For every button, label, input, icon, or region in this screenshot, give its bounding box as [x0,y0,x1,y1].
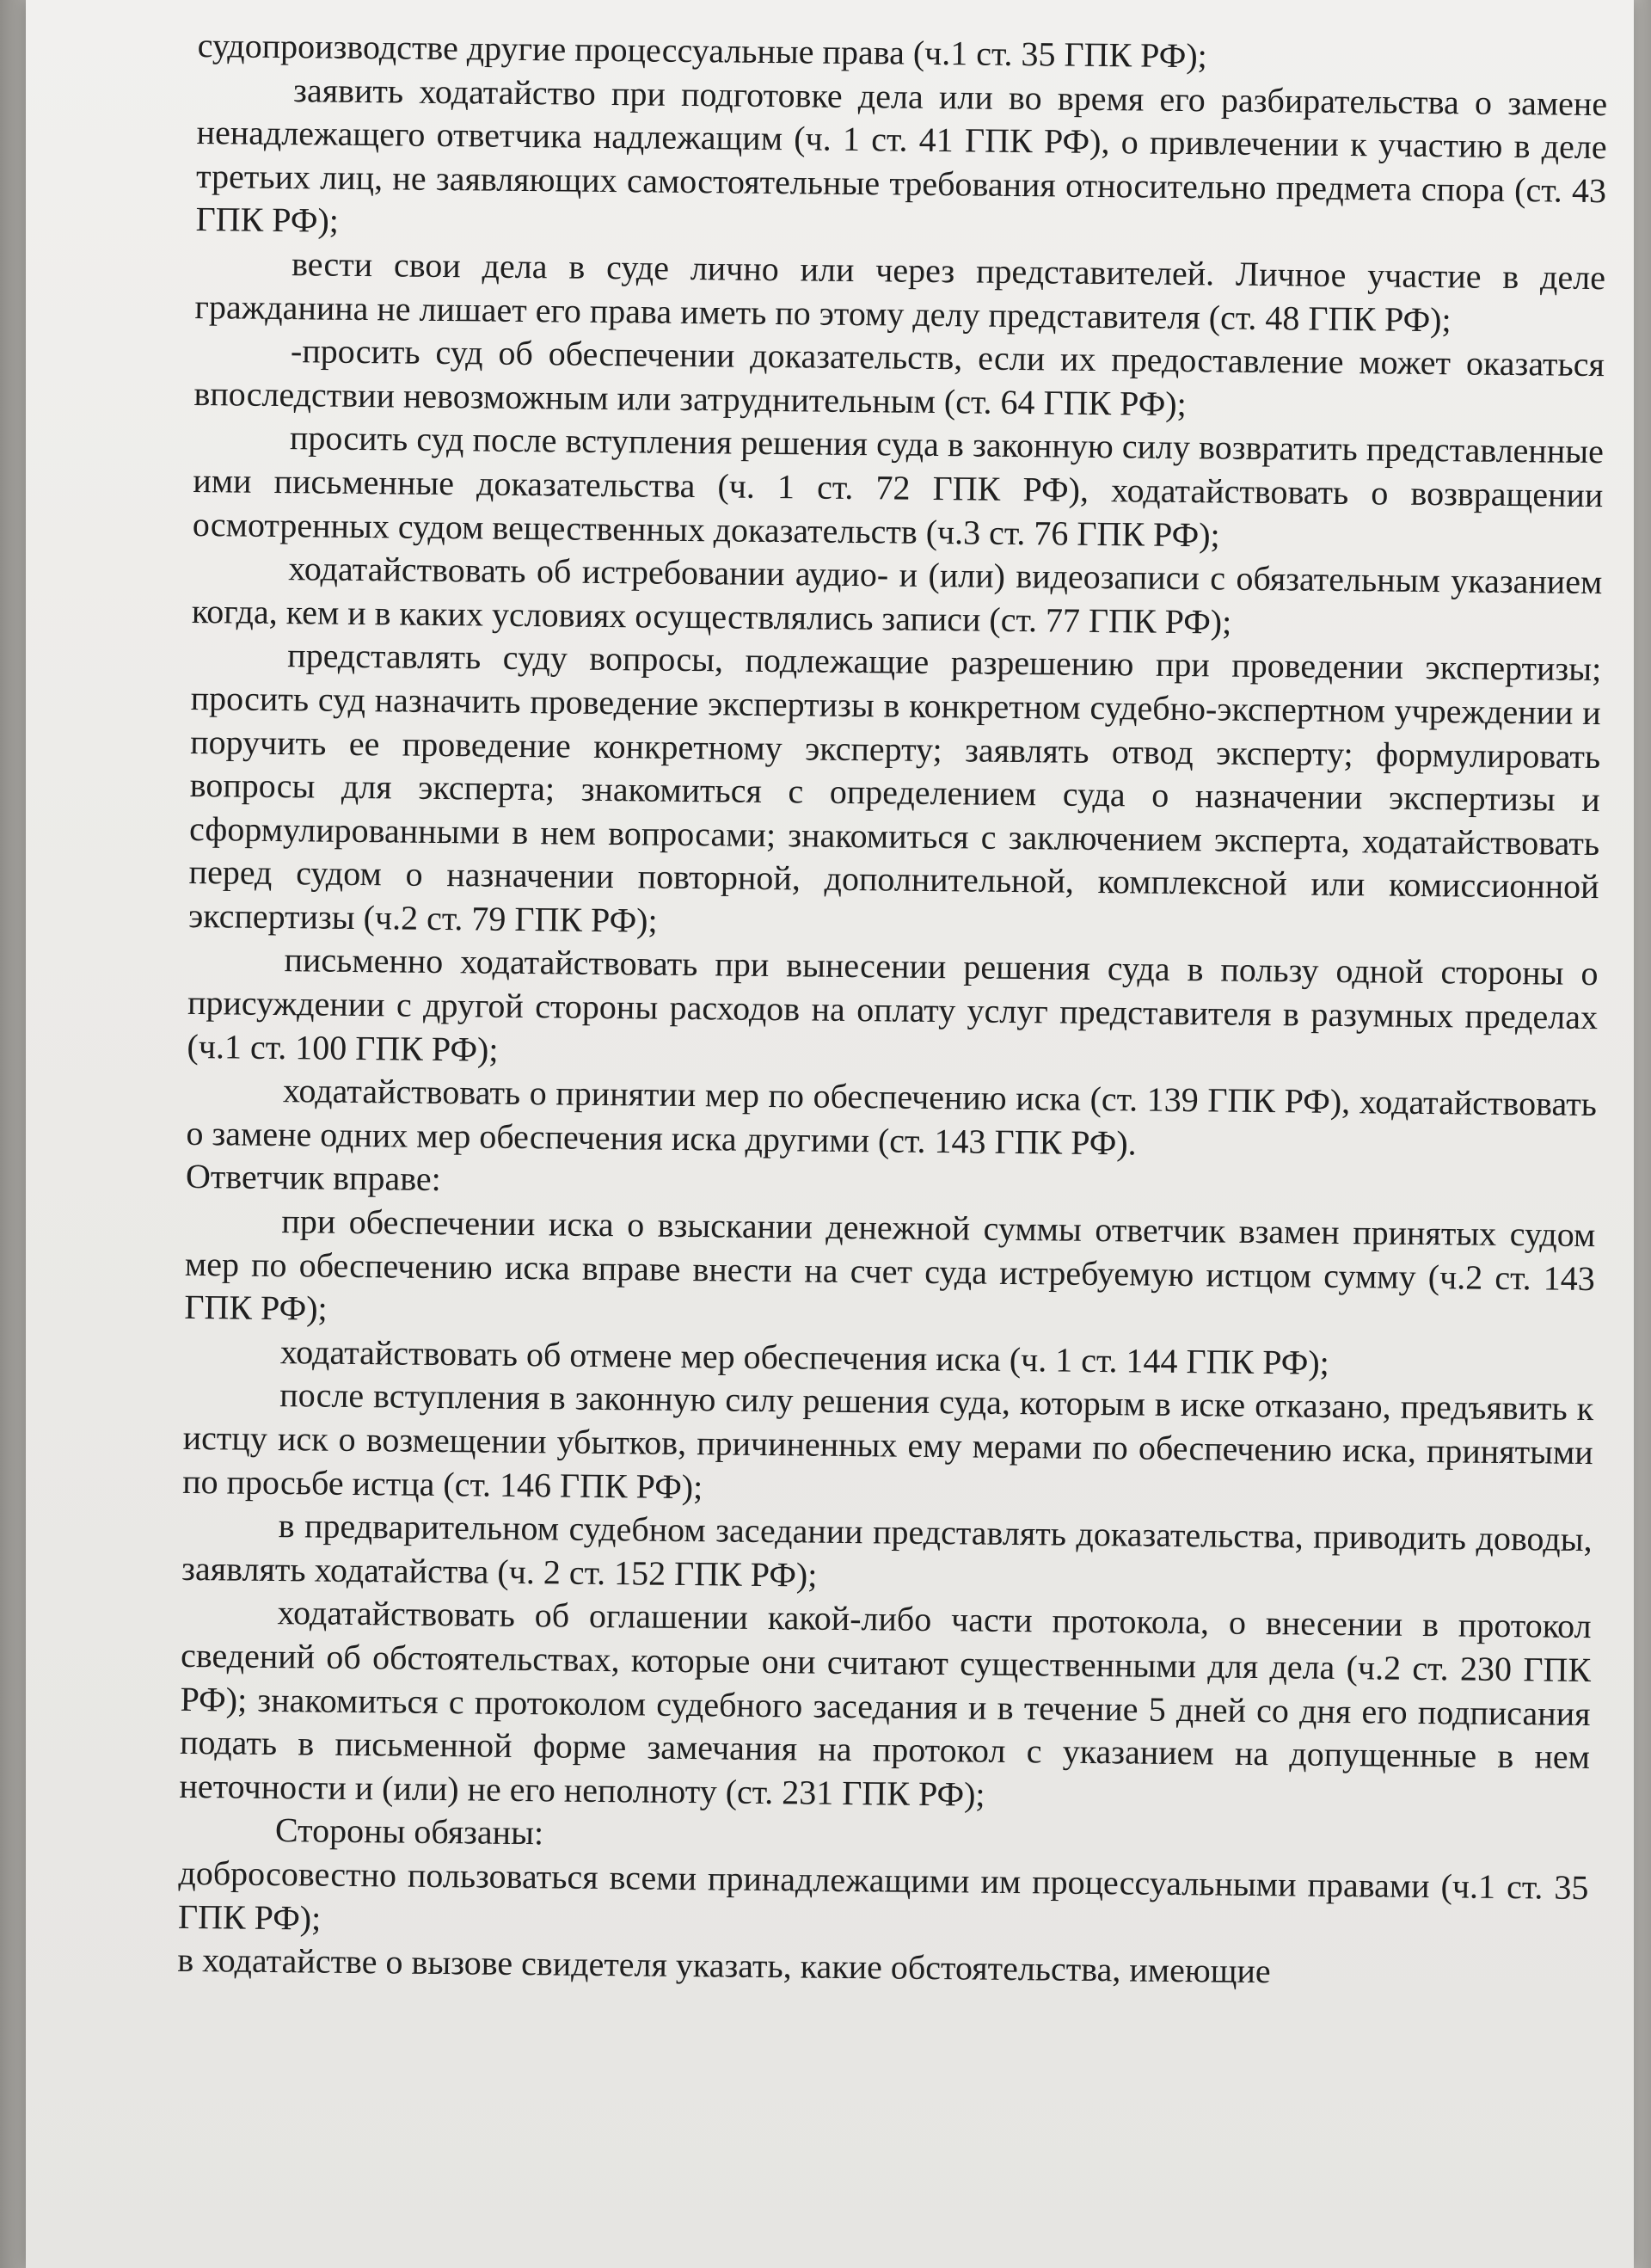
section-heading-defendant-rights: Ответчик вправе: [185,1157,441,1199]
paragraph: ходатайствовать об оглашении какой-либо части протокола, о внесении в протокол сведений об обстоятельствах, которые они считают существенными для дела (ч.2 ст. 230 ГПК РФ); знакомиться с протоколом судебного заседания и в течение 5 дней со дня его подписания подать в письменной форме замечания на протокол с указанием на допущенные в нем неточности и (или) не его неполноту (ст. 231 ГПК РФ); [179,1593,1592,1814]
paragraph: ходатайствовать об отмене мер обеспечения иска (ч. 1 ст. 144 ГПК РФ); [279,1331,1330,1382]
paragraph: вести свои дела в суде лично или через представителей. Личное участие в деле гражданина не лишает его права иметь по этому делу представителя (ст. 48 ГПК РФ); [194,244,1606,339]
paragraph: судопроизводстве другие процессуальные права (ч.1 ст. 35 ГПК РФ); [197,25,1208,76]
paragraph: представлять суду вопросы, подлежащие разрешению при проведении экспертизы; просить суд назначить проведение экспертизы в конкретном судебно-экспертном учреждении и поручить ее проведение конкретному эксперту; заявлять отвод эксперту; формулировать вопросы для эксперта; знакомиться с определением суда о назначении экспертизы и сформулированными в нем вопросами; знакомиться с заключением эксперта, ходатайствовать перед судом о назначении повторной, дополнительной, комплексной или комиссионной экспертизы (ч.2 ст. 79 ГПК РФ); [187,636,1602,940]
paper-sheet [26,0,1634,2268]
paragraph: просить суд после вступления решения суда в законную силу возвратить представленные ими письменные доказательства (ч. 1 ст. 72 ГПК РФ), ходатайствовать о возвращении осмотренных судом вещественных доказательств (ч.3 ст. 76 ГПК РФ); [192,418,1605,555]
paragraph: ходатайствовать об истребовании аудио- и (или) видеозаписи с обязательным указанием когда, кем и в каких условиях осуществлялись записи (ст. 77 ГПК РФ); [191,549,1603,642]
paragraph: при обеспечении иска о взыскании денежной суммы ответчик взамен принятых судом мер по обеспечению иска вправе внести на счет суда истребуемую истцом сумму (ч.2 ст. 143 ГПК РФ); [184,1202,1596,1328]
paragraph: ходатайствовать о принятии мер по обеспечению иска (ст. 139 ГПК РФ), ходатайствовать о замене одних мер обеспечения иска другими (ст. 143 ГПК РФ). [186,1071,1598,1163]
paragraph: заявить ходатайство при подготовке дела или во время его разбирательства о замене ненадлежащего ответчика надлежащим (ч. 1 ст. 41 ГПК РФ), о привлечении к участию в деле третьих лиц, не заявляющих самостоятельные требования относительно предмета спора (ст. 43 ГПК РФ); [195,70,1608,241]
paragraph: в ходатайстве о вызове свидетеля указать, какие обстоятельства, имеющие [177,1940,1271,1991]
paragraph: -просить суд об обеспечении доказательств, если их предоставление может оказаться впоследствии невозможным или затруднительным (ст. 64 ГПК РФ); [193,331,1605,423]
document-body [177,24,1608,1997]
section-heading-parties-obligations: Стороны обязаны: [274,1810,544,1853]
paragraph: после вступления в законную силу решения суда, которым в иске отказано, предъявить к истцу иск о возмещении убытков, причиненных ему мерами по обеспечению иска, принятыми по просьбе истца (ст. 146 ГПК РФ); [182,1375,1594,1506]
paragraph: письменно ходатайствовать при вынесении решения суда в пользу одной стороны о присуждении с другой стороны расходов на оплату услуг представителя в разумных пределах (ч.1 ст. 100 ГПК РФ); [187,940,1599,1069]
paragraph: добросовестно пользоваться всеми принадлежащими им процессуальными правами (ч.1 ст. 35 ГПК РФ); [177,1853,1589,1938]
paragraph: в предварительном судебном заседании представлять доказательства, приводить доводы, заявлять ходатайства (ч. 2 ст. 152 ГПК РФ); [181,1506,1593,1595]
